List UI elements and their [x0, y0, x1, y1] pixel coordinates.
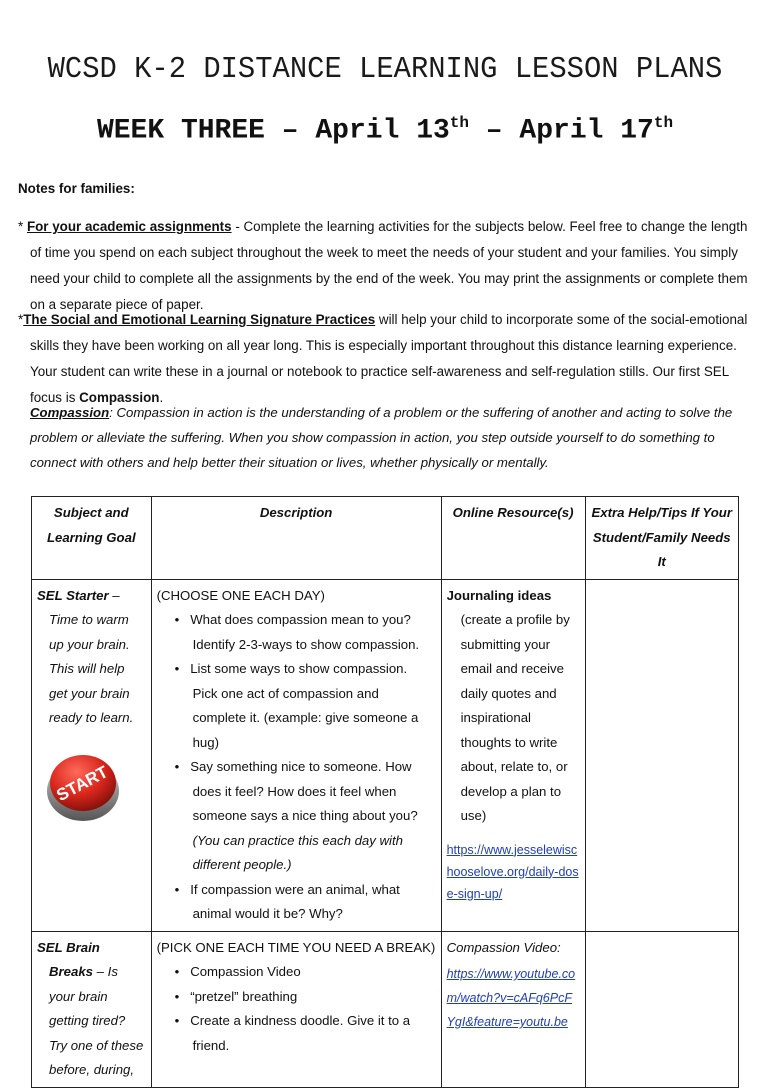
compassion-definition: Compassion: Compassion in action is the understanding of a problem or the suffering of another and acting to solve the problem or alleviate the suffering. When you show compassion in action, you step outside yourself to do something to connect with others and help better their situation or lives, whether physically or mentally.: [30, 405, 733, 470]
academic-note: * For your academic assignments - Complete the learning activities for the subjects below. Feel free to change the length of time you spend on each subject throughout the week to meet the needs of your student and your families. You simply need your child to complete all the assignments by the end of the week. You may print the assignments or complete them on a separate piece of paper.: [18, 219, 748, 312]
resources-cell: Compassion Video: https://www.youtube.com/watch?v=cAFq6PcFYgI&feature=youtu.be: [441, 931, 585, 1087]
list-item: • Say something nice to someone. How does it feel? How does it feel when someone says a nice thing about you? (You can practice this each day with different people.): [174, 759, 418, 872]
list-item: • Create a kindness doodle. Give it to a friend.: [174, 1013, 411, 1053]
notes-heading: Notes for families:: [18, 181, 135, 196]
page-title: WCSD K-2 DISTANCE LEARNING LESSON PLANS: [47, 52, 723, 87]
compassion-video-link[interactable]: https://www.youtube.com/watch?v=cAFq6PcFYgI&feature=youtu.be: [446, 967, 576, 1029]
sel-note: *The Social and Emotional Learning Signature Practices will help your child to incorporate some of the social-emotional skills they have been working on all year long. This is especially important throughout this distance learning experience. Your student can write these in a journal or notebook to practice self-awareness and self-regulation stills. Our first SEL focus is Compassion.: [18, 312, 748, 405]
table-header-row: [32, 497, 739, 580]
list-item: • “pretzel” breathing: [174, 988, 298, 1004]
week-heading: WEEK THREE – April 13th – April 17th: [96, 114, 674, 147]
list-item: • Compassion Video: [174, 964, 301, 979]
lesson-table: [31, 496, 739, 1088]
extra-help-cell: [585, 579, 738, 931]
header-extra-help: Extra Help/Tips If Your Student/Family Needs It: [585, 497, 738, 580]
table-row: [32, 579, 739, 931]
header-subject: Subject and Learning Goal: [32, 497, 152, 580]
sel-note-lead: The Social and Emotional Learning Signature Practices: [23, 312, 376, 327]
description-cell: (PICK ONE EACH TIME YOU NEED A BREAK) • Compassion Video • “pretzel” breathing • Create a kindness doodle. Give it to a friend.: [151, 931, 441, 1087]
start-button-icon: [43, 745, 123, 825]
journaling-link[interactable]: https://www.jesselewischooselove.org/daily-dose-sign-up/: [446, 842, 579, 901]
header-resources: Online Resource(s): [441, 497, 585, 580]
description-cell: (CHOOSE ONE EACH DAY) • What does compassion mean to you? Identify 2-3-ways to show compassion. • List some ways to show compassion. Pick one act of compassion and complete it. (example: give someone a hug) • Say something nice to someone. How does it feel? How does it feel when someone says a nice thing about you? (You can practice this each day with different people.) • If compassion were an animal, what animal would it be? Why?: [151, 579, 441, 931]
table-row: [32, 931, 739, 1087]
subject-cell: SEL Starter – Time to warm up your brain. This will help get your brain ready to learn. START: [32, 579, 152, 931]
subject-cell: SEL Brain Breaks – Is your brain getting tired? Try one of these before, during,: [32, 931, 152, 1087]
header-description: Description: [151, 497, 441, 580]
list-item: • List some ways to show compassion. Pick one act of compassion and complete it. (example: give someone a hug): [174, 661, 419, 750]
extra-help-cell: [585, 931, 738, 1087]
academic-note-lead: For your academic assignments: [26, 219, 232, 234]
start-button-label: START: [53, 761, 112, 805]
resources-cell: Journaling ideas (create a profile by submitting your email and receive daily quotes and inspirational thoughts to write about, relate to, or develop a plan to use) https://www.jesselewischooselove.org/daily-dose-sign-up/: [441, 579, 585, 931]
list-item: • If compassion were an animal, what animal would it be? Why?: [174, 881, 400, 921]
list-item: • What does compassion mean to you? Identify 2-3-ways to show compassion.: [174, 612, 420, 652]
